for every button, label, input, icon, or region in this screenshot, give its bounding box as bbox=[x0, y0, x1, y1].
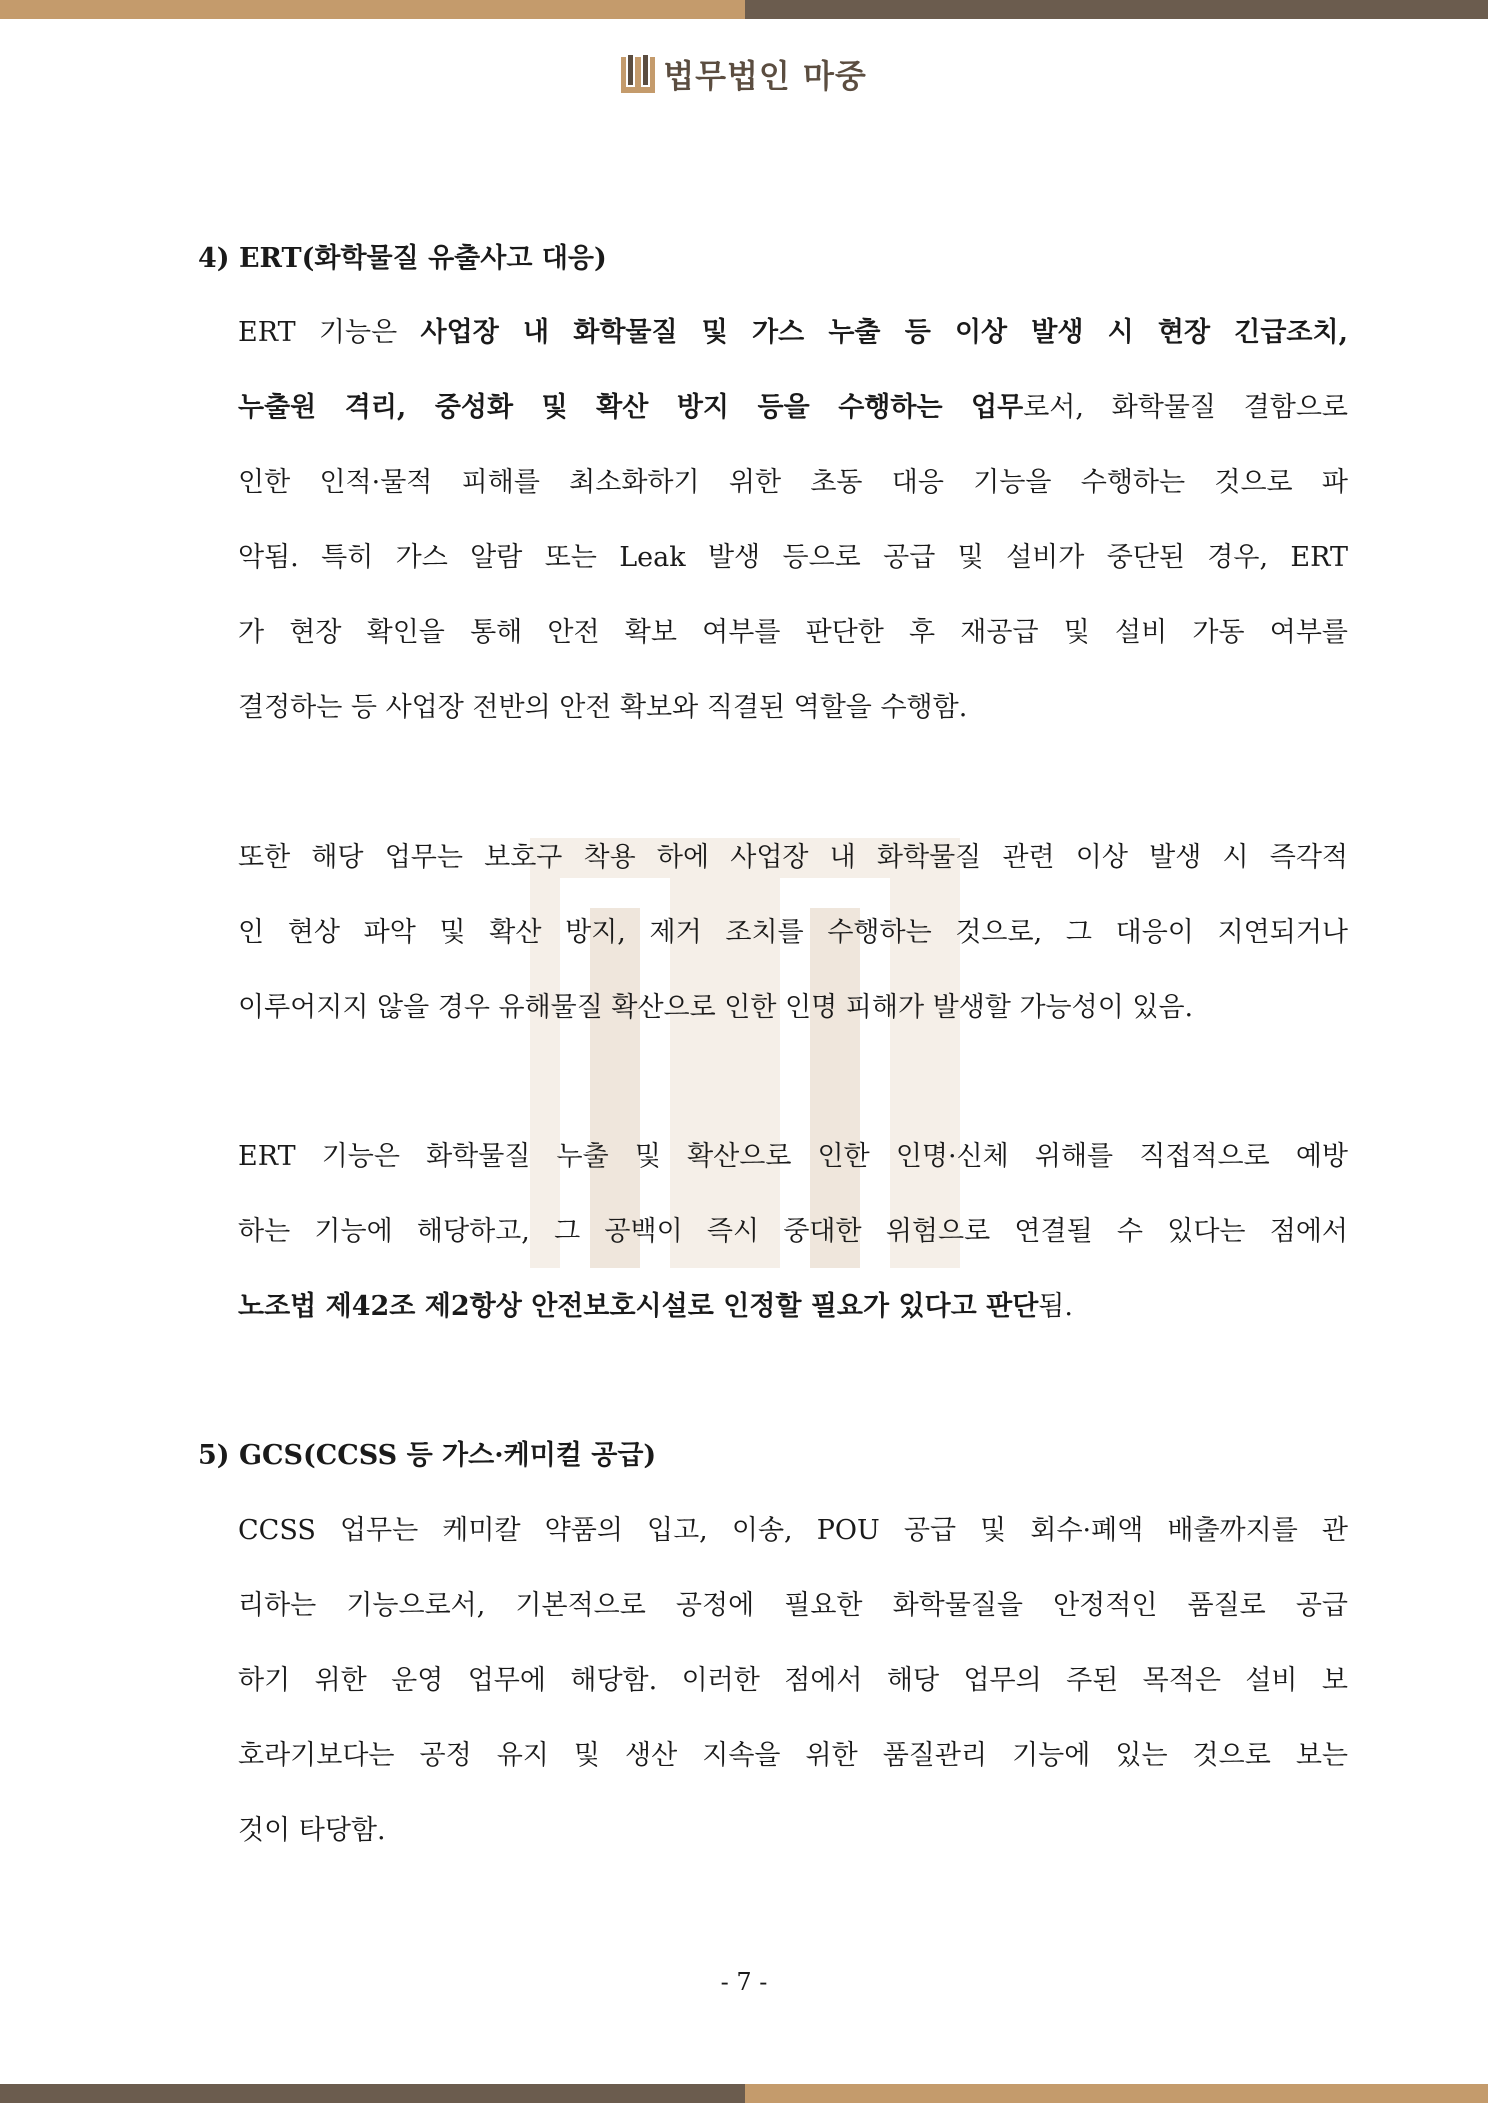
bottom-bar-gold bbox=[745, 2084, 1488, 2103]
s4-p1-line-2-bold: 누출원 격리, 중성화 및 확산 방지 등을 수행하는 업무 bbox=[238, 392, 1024, 423]
book-logo-icon bbox=[621, 55, 655, 93]
s4-p3-line-2: 하는 기능에 해당하고, 그 공백이 즉시 중대한 위험으로 연결될 수 있다는 점에서 bbox=[238, 1216, 1348, 1247]
top-bar-gold bbox=[0, 0, 745, 19]
s5-p1-line-2: 리하는 기능으로서, 기본적으로 공정에 필요한 화학물질을 안정적인 품질로 공급 bbox=[238, 1590, 1348, 1621]
s4-p2-line-1: 또한 해당 업무는 보호구 착용 하에 사업장 내 화학물질 관련 이상 발생 시 즉각적 bbox=[238, 842, 1348, 873]
s4-p1-line-1-bold: 사업장 내 화학물질 및 가스 누출 등 이상 발생 시 현장 긴급조치, bbox=[420, 317, 1348, 348]
s4-p3-line-3 bbox=[238, 1284, 1348, 1323]
s5-p1-line-1: CCSS 업무는 케미칼 약품의 입고, 이송, POU 공급 및 회수·폐액 배출까지를 관 bbox=[238, 1515, 1348, 1546]
s4-p3-line-3-bold: 노조법 제42조 제2항상 안전보호시설로 인정할 필요가 있다고 판단 bbox=[238, 1291, 1039, 1322]
bottom-decorative-bar bbox=[0, 2084, 1488, 2103]
s4-p1-line-2 bbox=[238, 385, 1348, 424]
s5-p1-line-5: 것이 타당함. bbox=[238, 1815, 386, 1846]
s4-p1-line-1 bbox=[238, 310, 1348, 349]
top-bar-brown bbox=[745, 0, 1488, 19]
page-number: - 7 - bbox=[720, 1968, 768, 1996]
firm-name: 법무법인 마중 bbox=[663, 57, 867, 95]
top-decorative-bar bbox=[0, 0, 1488, 19]
s4-p3-line-3-plain: 됨. bbox=[1038, 1291, 1073, 1322]
s4-p2-line-2: 인 현상 파악 및 확산 방지, 제거 조치를 수행하는 것으로, 그 대응이 지연되거나 bbox=[238, 917, 1348, 948]
watermark-logo-icon bbox=[530, 838, 960, 1268]
s4-p1-line-6: 결정하는 등 사업장 전반의 안전 확보와 직결된 역할을 수행함. bbox=[238, 692, 968, 723]
section-4-heading: 4) ERT(화학물질 유출사고 대응) bbox=[198, 243, 607, 274]
s4-p2-line-3: 이루어지지 않을 경우 유해물질 확산으로 인한 인명 피해가 발생할 가능성이 있음. bbox=[238, 992, 1194, 1023]
bottom-bar-brown bbox=[0, 2084, 745, 2103]
s4-p1-line-3: 인한 인적·물적 피해를 최소화하기 위한 초동 대응 기능을 수행하는 것으로 파 bbox=[238, 467, 1348, 498]
firm-logo bbox=[0, 52, 1488, 96]
s4-p3-line-1: ERT 기능은 화학물질 누출 및 확산으로 인한 인명·신체 위해를 직접적으로 예방 bbox=[238, 1141, 1348, 1172]
s4-p1-line-2-plain: 로서, 화학물질 결함으로 bbox=[1023, 392, 1348, 423]
s5-p1-line-4: 호라기보다는 공정 유지 및 생산 지속을 위한 품질관리 기능에 있는 것으로 보는 bbox=[238, 1740, 1348, 1771]
section-5-heading: 5) GCS(CCSS 등 가스·케미컬 공급) bbox=[198, 1440, 657, 1471]
s4-p1-line-4: 악됨. 특히 가스 알람 또는 Leak 발생 등으로 공급 및 설비가 중단된 경우, ERT bbox=[238, 542, 1348, 573]
s4-p1-line-1-plain: ERT 기능은 bbox=[238, 317, 421, 348]
s5-p1-line-3: 하기 위한 운영 업무에 해당함. 이러한 점에서 해당 업무의 주된 목적은 설비 보 bbox=[238, 1665, 1348, 1696]
s4-p1-line-5: 가 현장 확인을 통해 안전 확보 여부를 판단한 후 재공급 및 설비 가동 여부를 bbox=[238, 617, 1348, 648]
